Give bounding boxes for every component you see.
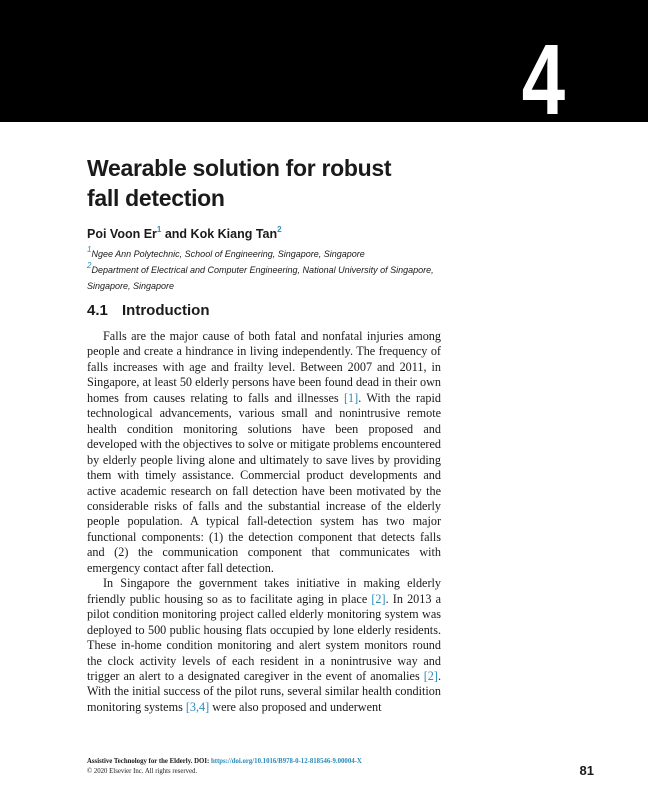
chapter-header-band bbox=[0, 0, 648, 136]
author-list bbox=[87, 226, 282, 241]
citation-link[interactable]: [2] bbox=[371, 591, 386, 606]
text-run: . With the initial success of the pilot runs, several similar health condition monitoring systems bbox=[87, 668, 441, 714]
doi-label: DOI: bbox=[194, 758, 210, 765]
section-heading bbox=[87, 302, 209, 319]
chapter-number: 4 bbox=[522, 24, 564, 136]
text-run: In Singapore the government takes initiative in making elderly friendly public housing so as to facilitate aging in place bbox=[87, 576, 441, 606]
text-run: were also proposed and underwent bbox=[209, 699, 382, 714]
author-joiner: and bbox=[161, 227, 191, 242]
citation-link[interactable]: [1] bbox=[343, 390, 359, 405]
chapter-title bbox=[87, 153, 507, 213]
book-title: Assistive Technology for the Elderly. bbox=[87, 758, 193, 765]
affiliation-mark: 1 bbox=[87, 245, 92, 254]
affiliation-mark: 2 bbox=[277, 225, 282, 234]
paragraph-1 bbox=[87, 329, 441, 576]
page-footer bbox=[87, 757, 447, 777]
affiliation-mark: 1 bbox=[156, 225, 162, 234]
author-name: Poi Voon Er bbox=[87, 227, 157, 242]
text-run: . With the rapid technological advancements, various small and nonintrusive remote health condition monitoring solutions have been proposed and developed with the objectives to solve or mitigate problems encountered by elderly people living alone and ultimately to save lives by providing them with timely assistance. Commercial product developments and active academic research on fall detection have been motivated by the considerable risks of falls and the substantial increase of the elderly people population. A typical fall-detection system has two major functional components: (1) the detection component that detects falls and (2) the communication component that communicates with emergency contact after fall detection. bbox=[87, 390, 441, 575]
copyright-notice: © 2020 Elsevier Inc. All rights reserved. bbox=[87, 768, 198, 775]
citation-link[interactable]: [2] bbox=[423, 668, 438, 683]
section-title: Introduction bbox=[122, 302, 210, 319]
section-number: 4.1 bbox=[87, 302, 108, 319]
chapter-title-line-1: Wearable solution for robust bbox=[87, 155, 392, 181]
page-number: 81 bbox=[579, 763, 594, 778]
affiliation-mark: 2 bbox=[87, 261, 92, 270]
text-run: . In 2013 a pilot condition monitoring project called elderly monitoring system was deployed to 500 public housing flats occupied by lone elderly residents. These in-home condition monitoring and alert system monitors round the clock activity levels of each resident in a nonintrusive way and trigger an alert to a designated caregiver in the event of anomalies bbox=[87, 591, 441, 683]
chapter-title-line-2: fall detection bbox=[87, 185, 225, 211]
paragraph-2 bbox=[87, 576, 441, 715]
body-text bbox=[87, 329, 441, 715]
affiliation-2 bbox=[87, 259, 447, 294]
affiliation-text: Ngee Ann Polytechnic, School of Engineering, Singapore, Singapore bbox=[91, 249, 365, 259]
author-name: Kok Kiang Tan bbox=[190, 227, 278, 242]
affiliation-text: Department of Electrical and Computer Engineering, National University of Singapore, Singapore, Singapore bbox=[87, 265, 434, 291]
text-run: Falls are the major cause of both fatal and nonfatal injuries among people and create a hindrance in living independently. The frequency of falls increases with age and frailty level. Between 2007 and 2011, in Singapore, at least 50 elderly persons have been found dead in their own homes from causes relating to falls and illnesses bbox=[87, 329, 441, 405]
citation-link[interactable]: [3,4] bbox=[185, 699, 210, 714]
doi-link[interactable]: https://doi.org/10.1016/B978-0-12-818546-9.00004-X bbox=[210, 758, 362, 765]
